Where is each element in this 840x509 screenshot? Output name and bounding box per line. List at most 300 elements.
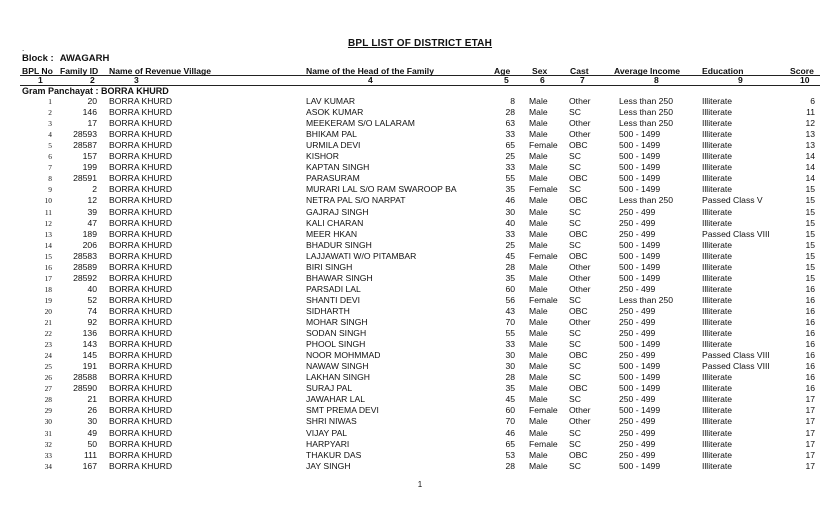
row-age: 46 xyxy=(505,427,515,438)
row-cast: SC xyxy=(569,339,581,350)
row-score: 11 xyxy=(806,107,815,118)
row-age: 30 xyxy=(505,206,515,217)
row-score: 16 xyxy=(805,317,815,327)
row-score: 17 xyxy=(805,438,815,449)
gram-panchayat-heading: Gram Panchayat : BORRA KHURD xyxy=(22,86,169,96)
row-serial: 11 xyxy=(44,207,52,217)
row-age: 28 xyxy=(505,261,515,272)
row-sex: Male xyxy=(529,283,548,294)
row-score: 15 xyxy=(805,217,815,228)
header-age: Age xyxy=(494,66,511,76)
row-cast: SC xyxy=(569,460,581,471)
row-serial: 2 xyxy=(48,108,52,118)
row-serial: 16 xyxy=(44,262,52,272)
row-head-name: KISHOR xyxy=(306,151,339,162)
row-village: BORRA KHURD xyxy=(109,305,173,316)
row-village: BORRA KHURD xyxy=(109,151,173,162)
row-head-name: JAWAHAR LAL xyxy=(306,394,366,405)
row-income: 250 - 499 xyxy=(619,217,656,228)
row-education: Illiterate xyxy=(702,305,733,316)
row-income: 250 - 499 xyxy=(619,416,656,427)
row-village: BORRA KHURD xyxy=(109,449,173,460)
row-cast: Other xyxy=(569,416,591,427)
row-education: Illiterate xyxy=(702,283,733,294)
row-head-name: NOOR MOHMMAD xyxy=(306,350,381,361)
row-family-id: 28583 xyxy=(73,250,97,261)
row-sex: Female xyxy=(529,438,558,449)
row-education: Illiterate xyxy=(702,416,733,427)
row-income: 500 - 1499 xyxy=(619,383,661,394)
row-education: Illiterate xyxy=(702,383,733,394)
row-cast: OBC xyxy=(569,228,588,239)
row-family-id: 136 xyxy=(82,328,97,339)
row-family-id: 191 xyxy=(82,361,97,372)
row-sex: Female xyxy=(529,250,558,261)
row-cast: SC xyxy=(569,361,581,372)
row-family-id: 26 xyxy=(87,405,97,416)
row-family-id: 52 xyxy=(87,294,97,305)
row-serial: 6 xyxy=(48,152,52,162)
row-score: 15 xyxy=(805,195,815,206)
row-cast: SC xyxy=(569,427,581,438)
row-head-name: SHANTI DEVI xyxy=(306,294,360,305)
row-village: BORRA KHURD xyxy=(109,394,173,405)
row-income: 500 - 1499 xyxy=(619,372,661,383)
row-age: 55 xyxy=(505,328,515,339)
header-head: Name of the Head of the Family xyxy=(306,66,434,76)
row-serial: 15 xyxy=(44,251,52,261)
row-cast: Other xyxy=(569,272,591,283)
row-income: 500 - 1499 xyxy=(619,261,661,272)
row-serial: 30 xyxy=(44,417,52,427)
row-education: Illiterate xyxy=(702,427,733,438)
row-sex: Male xyxy=(529,350,548,361)
block-value: AWAGARH xyxy=(59,53,110,64)
row-score: 16 xyxy=(805,372,815,383)
row-family-id: 12 xyxy=(87,195,97,206)
row-family-id: 17 xyxy=(87,118,97,129)
row-village: BORRA KHURD xyxy=(109,383,173,394)
row-head-name: VIJAY PAL xyxy=(306,427,348,438)
row-income: Less than 250 xyxy=(619,96,673,106)
row-cast: OBC xyxy=(569,383,588,394)
row-education: Illiterate xyxy=(702,449,733,460)
row-serial: 19 xyxy=(44,295,52,305)
row-sex: Male xyxy=(529,272,548,283)
row-serial: 33 xyxy=(44,450,52,460)
row-income: 250 - 499 xyxy=(619,305,656,316)
row-education: Illiterate xyxy=(702,118,733,129)
colnum-9: 9 xyxy=(738,75,743,85)
row-family-id: 28587 xyxy=(73,140,97,151)
row-family-id: 30 xyxy=(87,416,97,427)
row-age: 8 xyxy=(510,96,515,106)
row-family-id: 28591 xyxy=(73,173,97,184)
row-serial: 21 xyxy=(44,318,52,327)
row-cast: SC xyxy=(569,239,581,250)
row-cast: Other xyxy=(569,129,591,140)
row-age: 25 xyxy=(505,239,515,250)
row-head-name: PHOOL SINGH xyxy=(306,339,366,350)
row-age: 60 xyxy=(505,283,515,294)
row-score: 16 xyxy=(805,283,815,294)
row-sex: Male xyxy=(529,261,548,272)
row-age: 33 xyxy=(505,339,515,350)
row-education: Passed Class VIII xyxy=(702,361,770,372)
row-score: 16 xyxy=(805,383,815,394)
row-income: 500 - 1499 xyxy=(619,129,661,140)
header-bpl-no: BPL No xyxy=(22,66,53,76)
row-education: Illiterate xyxy=(702,328,733,339)
row-sex: Male xyxy=(529,151,548,162)
row-sex: Male xyxy=(529,129,548,140)
row-village: BORRA KHURD xyxy=(109,162,173,173)
row-income: 500 - 1499 xyxy=(619,162,661,173)
row-village: BORRA KHURD xyxy=(109,438,173,449)
row-sex: Male xyxy=(529,317,548,327)
row-family-id: 157 xyxy=(82,151,97,162)
colnum-4: 4 xyxy=(368,75,373,85)
row-age: 33 xyxy=(505,228,515,239)
row-serial: 13 xyxy=(44,229,52,239)
row-serial: 17 xyxy=(44,273,52,283)
row-head-name: JAY SINGH xyxy=(306,460,351,471)
row-village: BORRA KHURD xyxy=(109,118,173,129)
row-sex: Male xyxy=(529,107,548,118)
row-sex: Male xyxy=(529,449,548,460)
row-family-id: 49 xyxy=(87,427,97,438)
row-family-id: 92 xyxy=(87,317,97,327)
row-serial: 24 xyxy=(44,351,52,361)
row-village: BORRA KHURD xyxy=(109,96,173,106)
row-sex: Male xyxy=(529,305,548,316)
row-head-name: THAKUR DAS xyxy=(306,449,362,460)
row-family-id: 189 xyxy=(82,228,97,239)
row-sex: Male xyxy=(529,96,548,106)
row-income: 500 - 1499 xyxy=(619,272,661,283)
row-family-id: 146 xyxy=(82,107,97,118)
row-income: Less than 250 xyxy=(619,107,673,118)
row-family-id: 20 xyxy=(87,96,97,106)
row-score: 17 xyxy=(805,427,815,438)
row-cast: Other xyxy=(569,405,591,416)
row-score: 17 xyxy=(805,394,815,405)
row-cast: OBC xyxy=(569,449,588,460)
row-serial: 27 xyxy=(44,384,52,394)
row-village: BORRA KHURD xyxy=(109,372,173,383)
row-village: BORRA KHURD xyxy=(109,361,173,372)
row-age: 30 xyxy=(505,350,515,361)
row-village: BORRA KHURD xyxy=(109,250,173,261)
row-cast: SC xyxy=(569,217,581,228)
row-village: BORRA KHURD xyxy=(109,283,173,294)
page-number: 1 xyxy=(417,480,423,489)
row-village: BORRA KHURD xyxy=(109,184,173,195)
row-score: 17 xyxy=(805,405,815,416)
header-score: Score xyxy=(790,66,814,76)
row-education: Illiterate xyxy=(702,394,733,405)
row-village: BORRA KHURD xyxy=(109,261,173,272)
row-family-id: 50 xyxy=(87,438,97,449)
colnum-2: 2 xyxy=(90,75,95,85)
row-head-name: PARASURAM xyxy=(306,173,360,184)
row-income: 500 - 1499 xyxy=(619,173,661,184)
row-head-name: BHIKAM PAL xyxy=(306,129,357,140)
row-score: 15 xyxy=(805,272,815,283)
row-sex: Male xyxy=(529,195,548,206)
row-family-id: 199 xyxy=(82,162,97,173)
row-age: 35 xyxy=(505,184,515,195)
colnum-1: 1 xyxy=(38,75,43,85)
row-cast: SC xyxy=(569,206,581,217)
row-serial: 5 xyxy=(48,141,52,151)
row-head-name: LAKHAN SINGH xyxy=(306,372,370,383)
row-village: BORRA KHURD xyxy=(109,217,173,228)
row-income: Less than 250 xyxy=(619,294,673,305)
row-family-id: 74 xyxy=(87,305,97,316)
row-score: 14 xyxy=(805,173,815,184)
row-income: 250 - 499 xyxy=(619,206,656,217)
row-age: 35 xyxy=(505,272,515,283)
row-family-id: 143 xyxy=(82,339,97,350)
row-serial: 10 xyxy=(44,196,52,206)
row-sex: Male xyxy=(529,339,548,350)
row-head-name: SMT PREMA DEVI xyxy=(306,405,379,416)
row-income: 500 - 1499 xyxy=(619,460,661,471)
row-age: 33 xyxy=(505,129,515,140)
row-age: 25 xyxy=(505,151,515,162)
row-age: 55 xyxy=(505,173,515,184)
row-cast: SC xyxy=(569,184,581,195)
leading-dot: . xyxy=(22,44,25,53)
row-village: BORRA KHURD xyxy=(109,416,173,427)
row-head-name: KAPTAN SINGH xyxy=(306,162,370,173)
row-cast: OBC xyxy=(569,140,588,151)
row-age: 28 xyxy=(505,372,515,383)
colnum-5: 5 xyxy=(504,75,509,85)
row-cast: Other xyxy=(569,96,591,106)
row-income: 250 - 499 xyxy=(619,317,656,327)
row-cast: SC xyxy=(569,294,581,305)
row-serial: 8 xyxy=(48,174,52,184)
row-education: Illiterate xyxy=(702,206,733,217)
row-sex: Male xyxy=(529,416,548,427)
row-income: 500 - 1499 xyxy=(619,361,661,372)
row-cast: OBC xyxy=(569,250,588,261)
row-education: Passed Class VIII xyxy=(702,228,770,239)
row-age: 60 xyxy=(505,405,515,416)
row-score: 16 xyxy=(805,339,815,350)
row-family-id: 40 xyxy=(87,283,97,294)
row-serial: 22 xyxy=(44,329,52,339)
row-score: 14 xyxy=(805,151,815,162)
row-serial: 18 xyxy=(44,284,52,294)
header-education: Education xyxy=(702,66,744,76)
row-village: BORRA KHURD xyxy=(109,228,173,239)
row-score: 16 xyxy=(805,328,815,339)
row-serial: 31 xyxy=(44,428,52,438)
row-serial: 26 xyxy=(44,373,52,383)
row-serial: 28 xyxy=(44,395,52,405)
row-cast: SC xyxy=(569,107,581,118)
row-cast: OBC xyxy=(569,173,588,184)
row-cast: SC xyxy=(569,151,581,162)
row-head-name: MOHAR SINGH xyxy=(306,317,368,327)
row-age: 46 xyxy=(505,195,515,206)
row-score: 15 xyxy=(805,184,815,195)
row-family-id: 28589 xyxy=(73,261,97,272)
row-income: 500 - 1499 xyxy=(619,250,661,261)
row-cast: SC xyxy=(569,372,581,383)
row-family-id: 145 xyxy=(82,350,97,361)
row-sex: Female xyxy=(529,140,558,151)
row-income: 500 - 1499 xyxy=(619,151,661,162)
row-income: 500 - 1499 xyxy=(619,239,661,250)
row-age: 45 xyxy=(505,250,515,261)
row-sex: Male xyxy=(529,118,548,129)
row-head-name: SODAN SINGH xyxy=(306,328,367,339)
row-serial: 20 xyxy=(44,306,52,316)
row-score: 12 xyxy=(805,118,815,129)
row-education: Illiterate xyxy=(702,438,733,449)
row-score: 17 xyxy=(805,416,815,427)
row-education: Illiterate xyxy=(702,184,733,195)
row-sex: Male xyxy=(529,394,548,405)
row-education: Illiterate xyxy=(702,173,733,184)
row-age: 70 xyxy=(505,416,515,427)
row-score: 15 xyxy=(805,228,815,239)
row-head-name: ASOK KUMAR xyxy=(306,107,364,118)
row-head-name: BIRI SINGH xyxy=(306,261,353,272)
row-education: Illiterate xyxy=(702,272,733,283)
row-income: 250 - 499 xyxy=(619,394,656,405)
row-head-name: HARPYARI xyxy=(306,438,350,449)
row-age: 28 xyxy=(505,460,515,471)
row-age: 40 xyxy=(505,217,515,228)
row-head-name: SHRI NIWAS xyxy=(306,416,357,427)
row-serial: 23 xyxy=(44,340,52,350)
row-family-id: 28588 xyxy=(73,372,97,383)
row-sex: Male xyxy=(529,239,548,250)
row-sex: Male xyxy=(529,173,548,184)
row-cast: Other xyxy=(569,118,591,129)
row-education: Passed Class VIII xyxy=(702,350,770,361)
document-title: BPL LIST OF DISTRICT ETAH xyxy=(347,38,493,49)
row-serial: 34 xyxy=(44,461,52,471)
row-age: 43 xyxy=(505,305,515,316)
row-head-name: BHAWAR SINGH xyxy=(306,272,373,283)
row-village: BORRA KHURD xyxy=(109,317,173,327)
row-age: 28 xyxy=(505,107,515,118)
row-education: Illiterate xyxy=(702,129,733,140)
row-village: BORRA KHURD xyxy=(109,173,173,184)
row-score: 13 xyxy=(805,140,815,151)
header-sex: Sex xyxy=(532,66,548,76)
colnum-8: 8 xyxy=(654,75,659,85)
row-village: BORRA KHURD xyxy=(109,239,173,250)
row-cast: OBC xyxy=(569,195,588,206)
row-village: BORRA KHURD xyxy=(109,427,173,438)
header-cast: Cast xyxy=(570,66,589,76)
row-serial: 12 xyxy=(44,218,52,228)
row-head-name: NETRA PAL S/O NARPAT xyxy=(306,195,406,206)
row-age: 30 xyxy=(505,361,515,372)
row-education: Illiterate xyxy=(702,261,733,272)
row-head-name: LAV KUMAR xyxy=(306,96,356,106)
row-head-name: URMILA DEVI xyxy=(306,140,361,151)
row-education: Illiterate xyxy=(702,460,733,471)
row-village: BORRA KHURD xyxy=(109,206,173,217)
row-head-name: BHADUR SINGH xyxy=(306,239,372,250)
row-income: 250 - 499 xyxy=(619,438,656,449)
header-income: Average Income xyxy=(614,66,681,76)
row-sex: Female xyxy=(529,294,558,305)
header-family-id: Family ID xyxy=(60,66,99,76)
row-sex: Male xyxy=(529,383,548,394)
row-cast: SC xyxy=(569,162,581,173)
row-score: 15 xyxy=(805,239,815,250)
row-score: 16 xyxy=(805,305,815,316)
row-education: Illiterate xyxy=(702,294,733,305)
row-education: Passed Class V xyxy=(702,195,763,206)
row-income: 250 - 499 xyxy=(619,350,656,361)
row-score: 13 xyxy=(805,129,815,140)
row-age: 65 xyxy=(505,438,515,449)
row-education: Illiterate xyxy=(702,317,733,327)
row-score: 17 xyxy=(805,460,815,471)
row-cast: OBC xyxy=(569,305,588,316)
row-income: 500 - 1499 xyxy=(619,140,661,151)
row-age: 65 xyxy=(505,140,515,151)
row-village: BORRA KHURD xyxy=(109,140,173,151)
row-score: 15 xyxy=(805,261,815,272)
row-income: Less than 250 xyxy=(619,195,673,206)
row-education: Illiterate xyxy=(702,405,733,416)
row-family-id: 28590 xyxy=(73,383,97,394)
row-education: Illiterate xyxy=(702,162,733,173)
row-family-id: 28592 xyxy=(73,272,97,283)
row-head-name: PARSADI LAL xyxy=(306,283,361,294)
row-income: 250 - 499 xyxy=(619,427,656,438)
row-age: 53 xyxy=(505,449,515,460)
row-head-name: GAJRAJ SINGH xyxy=(306,206,369,217)
row-sex: Female xyxy=(529,184,558,195)
row-head-name: SIDHARTH xyxy=(306,305,350,316)
row-age: 70 xyxy=(505,317,515,327)
row-serial: 29 xyxy=(44,406,52,416)
row-score: 16 xyxy=(805,294,815,305)
row-serial: 7 xyxy=(48,163,52,173)
row-cast: Other xyxy=(569,283,591,294)
row-age: 35 xyxy=(505,383,515,394)
row-sex: Male xyxy=(529,162,548,173)
row-head-name: MEER HKAN xyxy=(306,228,358,239)
row-village: BORRA KHURD xyxy=(109,195,173,206)
row-education: Illiterate xyxy=(702,140,733,151)
row-family-id: 111 xyxy=(83,449,97,460)
row-village: BORRA KHURD xyxy=(109,272,173,283)
row-sex: Male xyxy=(529,206,548,217)
row-village: BORRA KHURD xyxy=(109,294,173,305)
row-education: Illiterate xyxy=(702,151,733,162)
row-head-name: SURAJ PAL xyxy=(306,383,353,394)
row-village: BORRA KHURD xyxy=(109,405,173,416)
row-family-id: 206 xyxy=(82,239,97,250)
row-score: 17 xyxy=(805,449,815,460)
row-cast: OBC xyxy=(569,350,588,361)
row-age: 45 xyxy=(505,394,515,405)
colnum-10: 10 xyxy=(800,75,810,85)
